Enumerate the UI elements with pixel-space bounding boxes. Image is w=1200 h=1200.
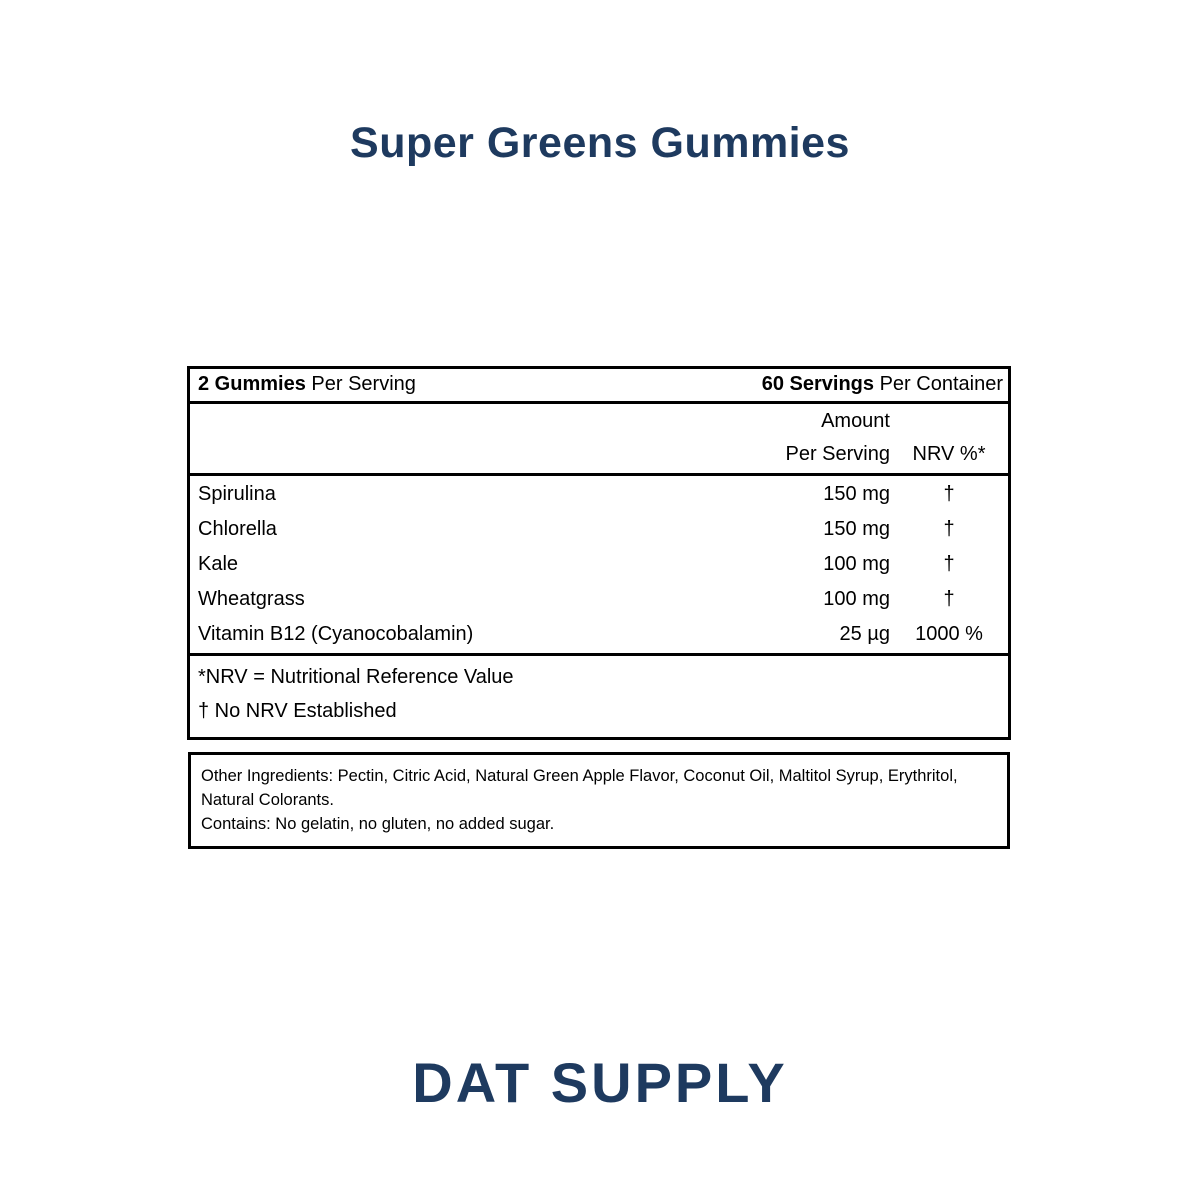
amount-header-line1: Amount <box>821 410 890 432</box>
ingredient-rows <box>190 476 1008 656</box>
serving-size-label: Per Serving <box>305 373 416 395</box>
contains-text: Contains: No gelatin, no gluten, no added sugar. <box>201 815 555 833</box>
table-row <box>190 477 1008 512</box>
ingredient-amount: 25 µg <box>839 623 890 645</box>
table-row <box>190 582 1008 617</box>
ingredient-nrv: † <box>943 483 955 505</box>
serving-size-qty: 2 Gummies <box>198 373 306 395</box>
ingredient-name: Vitamin B12 (Cyanocobalamin) <box>198 623 474 645</box>
brand-wordmark: DAT SUPPLY <box>412 1051 788 1114</box>
ingredient-name: Spirulina <box>198 483 276 505</box>
table-row <box>190 547 1008 582</box>
ingredient-nrv: † <box>943 588 955 610</box>
ingredient-name: Kale <box>198 553 239 575</box>
ingredient-amount: 150 mg <box>823 483 890 505</box>
serving-info-row <box>190 369 1008 404</box>
serving-size <box>198 373 416 396</box>
ingredient-nrv: † <box>943 553 955 575</box>
table-row <box>190 617 1008 652</box>
servings-per-container <box>762 373 1003 396</box>
supplement-facts-table <box>187 366 1011 740</box>
ingredient-name: Wheatgrass <box>198 588 305 610</box>
container-label: Per Container <box>874 373 1003 395</box>
table-footnotes <box>190 656 1008 737</box>
other-ingredients-box <box>188 752 1010 849</box>
product-title: Super Greens Gummies <box>350 119 850 167</box>
footnote-no-nrv: † No NRV Established <box>198 700 397 722</box>
other-ingredients-text: Other Ingredients: Pectin, Citric Acid, Natural Green Apple Flavor, Coconut Oil, Maltitol Syrup, Erythritol, Natural Colorants. <box>201 767 958 809</box>
ingredient-amount: 100 mg <box>823 553 890 575</box>
amount-column-header <box>190 405 890 471</box>
amount-header-line2: Per Serving <box>785 443 890 465</box>
table-row <box>190 512 1008 547</box>
ingredient-name: Chlorella <box>198 518 277 540</box>
ingredient-amount: 100 mg <box>823 588 890 610</box>
nrv-column-header: NRV %* <box>912 443 986 465</box>
ingredient-amount: 150 mg <box>823 518 890 540</box>
ingredient-nrv: † <box>943 518 955 540</box>
column-header-row <box>190 404 1008 476</box>
footnote-nrv-definition: *NRV = Nutritional Reference Value <box>198 666 514 688</box>
container-qty: 60 Servings <box>761 373 875 395</box>
ingredient-nrv: 1000 % <box>915 623 983 645</box>
